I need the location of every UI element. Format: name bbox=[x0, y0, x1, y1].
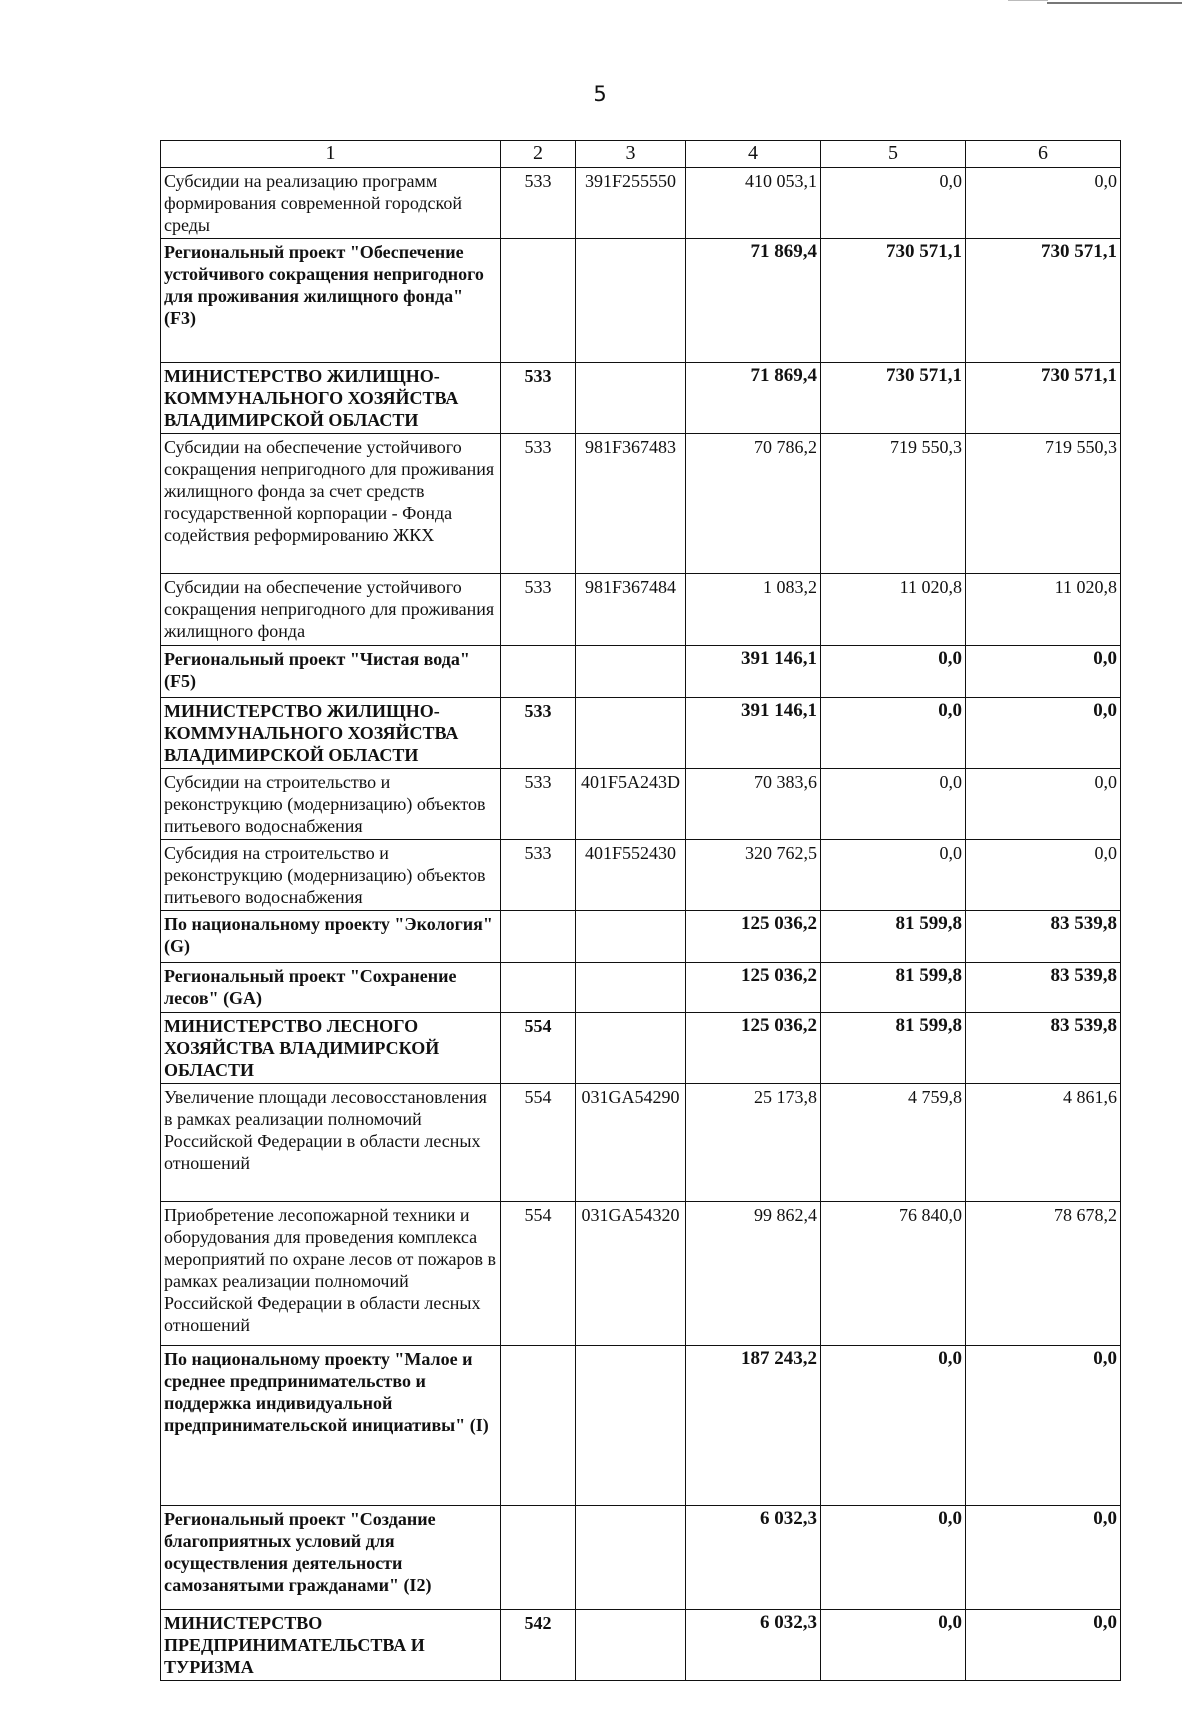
scan-edge-mark bbox=[1008, 0, 1048, 1]
target-article-cell: 981F367483 bbox=[576, 434, 686, 574]
amount-2023-cell: 11 020,8 bbox=[966, 574, 1121, 646]
row-name-cell: Субсидии на обеспечение устойчивого сокращения непригодного для проживания жилищного фонда bbox=[161, 574, 501, 646]
column-header: 6 bbox=[966, 141, 1121, 168]
table-row bbox=[161, 1202, 1121, 1346]
table-row bbox=[161, 168, 1121, 239]
amount-2022-cell: 0,0 bbox=[821, 168, 966, 239]
admin-code-cell: 533 bbox=[501, 574, 576, 646]
admin-code-cell bbox=[501, 1506, 576, 1610]
target-article-cell bbox=[576, 698, 686, 769]
amount-2022-cell: 0,0 bbox=[821, 646, 966, 698]
amount-2023-cell: 83 539,8 bbox=[966, 911, 1121, 963]
target-article-cell bbox=[576, 363, 686, 434]
target-article-cell bbox=[576, 1346, 686, 1506]
amount-2021-cell: 71 869,4 bbox=[686, 363, 821, 434]
amount-2023-cell: 83 539,8 bbox=[966, 963, 1121, 1013]
row-name-cell: Субсидии на строительство и реконструкцию (модернизацию) объектов питьевого водоснабжения bbox=[161, 769, 501, 840]
amount-2023-cell: 78 678,2 bbox=[966, 1202, 1121, 1346]
row-name-cell: По национальному проекту "Малое и среднее предпринимательство и поддержка индивидуальной предпринимательской инициативы" (I) bbox=[161, 1346, 501, 1506]
row-name-cell: Региональный проект "Создание благоприятных условий для осуществления деятельности самозанятыми гражданами" (I2) bbox=[161, 1506, 501, 1610]
amount-2022-cell: 730 571,1 bbox=[821, 239, 966, 363]
amount-2021-cell: 99 862,4 bbox=[686, 1202, 821, 1346]
column-header: 4 bbox=[686, 141, 821, 168]
row-name-cell: По национальному проекту "Экология" (G) bbox=[161, 911, 501, 963]
column-header: 2 bbox=[501, 141, 576, 168]
table-row bbox=[161, 1013, 1121, 1084]
row-name-cell: Субсидия на строительство и реконструкцию (модернизацию) объектов питьевого водоснабжения bbox=[161, 840, 501, 911]
table-row bbox=[161, 698, 1121, 769]
row-name-cell: Увеличение площади лесовосстановления в рамках реализации полномочий Российской Федерации в области лесных отношений bbox=[161, 1084, 501, 1202]
table-row bbox=[161, 363, 1121, 434]
amount-2022-cell: 0,0 bbox=[821, 1346, 966, 1506]
admin-code-cell: 533 bbox=[501, 168, 576, 239]
amount-2021-cell: 187 243,2 bbox=[686, 1346, 821, 1506]
amount-2023-cell: 0,0 bbox=[966, 1610, 1121, 1681]
target-article-cell: 981F367484 bbox=[576, 574, 686, 646]
column-header: 3 bbox=[576, 141, 686, 168]
amount-2023-cell: 0,0 bbox=[966, 840, 1121, 911]
target-article-cell bbox=[576, 963, 686, 1013]
table-row bbox=[161, 239, 1121, 363]
column-header-row bbox=[161, 141, 1121, 168]
amount-2021-cell: 410 053,1 bbox=[686, 168, 821, 239]
admin-code-cell: 533 bbox=[501, 840, 576, 911]
amount-2022-cell: 4 759,8 bbox=[821, 1084, 966, 1202]
column-header: 5 bbox=[821, 141, 966, 168]
amount-2021-cell: 320 762,5 bbox=[686, 840, 821, 911]
amount-2022-cell: 81 599,8 bbox=[821, 1013, 966, 1084]
amount-2021-cell: 71 869,4 bbox=[686, 239, 821, 363]
amount-2021-cell: 391 146,1 bbox=[686, 698, 821, 769]
admin-code-cell: 554 bbox=[501, 1013, 576, 1084]
row-name-cell: Субсидии на обеспечение устойчивого сокращения непригодного для проживания жилищного фонда за счет средств государственной корпорации - Фонда содействия реформированию ЖКХ bbox=[161, 434, 501, 574]
amount-2021-cell: 125 036,2 bbox=[686, 963, 821, 1013]
amount-2023-cell: 83 539,8 bbox=[966, 1013, 1121, 1084]
amount-2021-cell: 125 036,2 bbox=[686, 911, 821, 963]
row-name-cell: МИНИСТЕРСТВО ЖИЛИЩНО-КОММУНАЛЬНОГО ХОЗЯЙСТВА ВЛАДИМИРСКОЙ ОБЛАСТИ bbox=[161, 363, 501, 434]
admin-code-cell bbox=[501, 1346, 576, 1506]
amount-2021-cell: 25 173,8 bbox=[686, 1084, 821, 1202]
amount-2023-cell: 0,0 bbox=[966, 769, 1121, 840]
amount-2021-cell: 70 786,2 bbox=[686, 434, 821, 574]
page-number: 5 bbox=[593, 82, 607, 106]
table-row bbox=[161, 911, 1121, 963]
target-article-cell: 391F255550 bbox=[576, 168, 686, 239]
amount-2023-cell: 730 571,1 bbox=[966, 239, 1121, 363]
amount-2022-cell: 730 571,1 bbox=[821, 363, 966, 434]
amount-2021-cell: 70 383,6 bbox=[686, 769, 821, 840]
admin-code-cell: 533 bbox=[501, 698, 576, 769]
admin-code-cell: 554 bbox=[501, 1084, 576, 1202]
table-row bbox=[161, 1610, 1121, 1681]
amount-2022-cell: 0,0 bbox=[821, 698, 966, 769]
amount-2021-cell: 6 032,3 bbox=[686, 1506, 821, 1610]
amount-2022-cell: 81 599,8 bbox=[821, 963, 966, 1013]
row-name-cell: Региональный проект "Обеспечение устойчивого сокращения непригодного для проживания жилищного фонда" (F3) bbox=[161, 239, 501, 363]
admin-code-cell bbox=[501, 911, 576, 963]
amount-2021-cell: 125 036,2 bbox=[686, 1013, 821, 1084]
row-name-cell: МИНИСТЕРСТВО ПРЕДПРИНИМАТЕЛЬСТВА И ТУРИЗМА bbox=[161, 1610, 501, 1681]
amount-2022-cell: 0,0 bbox=[821, 1610, 966, 1681]
target-article-cell bbox=[576, 1013, 686, 1084]
row-name-cell: Региональный проект "Чистая вода" (F5) bbox=[161, 646, 501, 698]
target-article-cell: 031GA54290 bbox=[576, 1084, 686, 1202]
table-row bbox=[161, 840, 1121, 911]
table-row bbox=[161, 646, 1121, 698]
table-row bbox=[161, 963, 1121, 1013]
amount-2022-cell: 81 599,8 bbox=[821, 911, 966, 963]
admin-code-cell: 533 bbox=[501, 363, 576, 434]
admin-code-cell: 542 bbox=[501, 1610, 576, 1681]
amount-2023-cell: 0,0 bbox=[966, 1506, 1121, 1610]
budget-table bbox=[160, 140, 1121, 1681]
amount-2022-cell: 719 550,3 bbox=[821, 434, 966, 574]
amount-2023-cell: 719 550,3 bbox=[966, 434, 1121, 574]
target-article-cell: 401F5A243D bbox=[576, 769, 686, 840]
amount-2022-cell: 0,0 bbox=[821, 840, 966, 911]
amount-2023-cell: 0,0 bbox=[966, 1346, 1121, 1506]
admin-code-cell bbox=[501, 646, 576, 698]
amount-2023-cell: 0,0 bbox=[966, 646, 1121, 698]
target-article-cell bbox=[576, 1610, 686, 1681]
admin-code-cell bbox=[501, 239, 576, 363]
amount-2021-cell: 6 032,3 bbox=[686, 1610, 821, 1681]
column-header: 1 bbox=[161, 141, 501, 168]
target-article-cell bbox=[576, 239, 686, 363]
table-row bbox=[161, 1506, 1121, 1610]
amount-2022-cell: 0,0 bbox=[821, 1506, 966, 1610]
target-article-cell: 401F552430 bbox=[576, 840, 686, 911]
table-row bbox=[161, 1084, 1121, 1202]
row-name-cell: Приобретение лесопожарной техники и оборудования для проведения комплекса мероприятий по охране лесов от пожаров в рамках реализации полномочий Российской Федерации в области лесных отношений bbox=[161, 1202, 501, 1346]
amount-2022-cell: 76 840,0 bbox=[821, 1202, 966, 1346]
amount-2023-cell: 0,0 bbox=[966, 698, 1121, 769]
amount-2021-cell: 1 083,2 bbox=[686, 574, 821, 646]
table-row bbox=[161, 434, 1121, 574]
target-article-cell bbox=[576, 1506, 686, 1610]
row-name-cell: Субсидии на реализацию программ формирования современной городской среды bbox=[161, 168, 501, 239]
admin-code-cell: 533 bbox=[501, 769, 576, 840]
amount-2023-cell: 4 861,6 bbox=[966, 1084, 1121, 1202]
row-name-cell: МИНИСТЕРСТВО ЖИЛИЩНО-КОММУНАЛЬНОГО ХОЗЯЙСТВА ВЛАДИМИРСКОЙ ОБЛАСТИ bbox=[161, 698, 501, 769]
amount-2022-cell: 0,0 bbox=[821, 769, 966, 840]
admin-code-cell bbox=[501, 963, 576, 1013]
amount-2021-cell: 391 146,1 bbox=[686, 646, 821, 698]
row-name-cell: МИНИСТЕРСТВО ЛЕСНОГО ХОЗЯЙСТВА ВЛАДИМИРСКОЙ ОБЛАСТИ bbox=[161, 1013, 501, 1084]
table-row bbox=[161, 769, 1121, 840]
scan-edge-mark bbox=[1047, 2, 1182, 4]
table-row bbox=[161, 1346, 1121, 1506]
amount-2023-cell: 730 571,1 bbox=[966, 363, 1121, 434]
target-article-cell bbox=[576, 646, 686, 698]
row-name-cell: Региональный проект "Сохранение лесов" (GA) bbox=[161, 963, 501, 1013]
admin-code-cell: 533 bbox=[501, 434, 576, 574]
amount-2022-cell: 11 020,8 bbox=[821, 574, 966, 646]
target-article-cell bbox=[576, 911, 686, 963]
admin-code-cell: 554 bbox=[501, 1202, 576, 1346]
amount-2023-cell: 0,0 bbox=[966, 168, 1121, 239]
table-row bbox=[161, 574, 1121, 646]
target-article-cell: 031GA54320 bbox=[576, 1202, 686, 1346]
